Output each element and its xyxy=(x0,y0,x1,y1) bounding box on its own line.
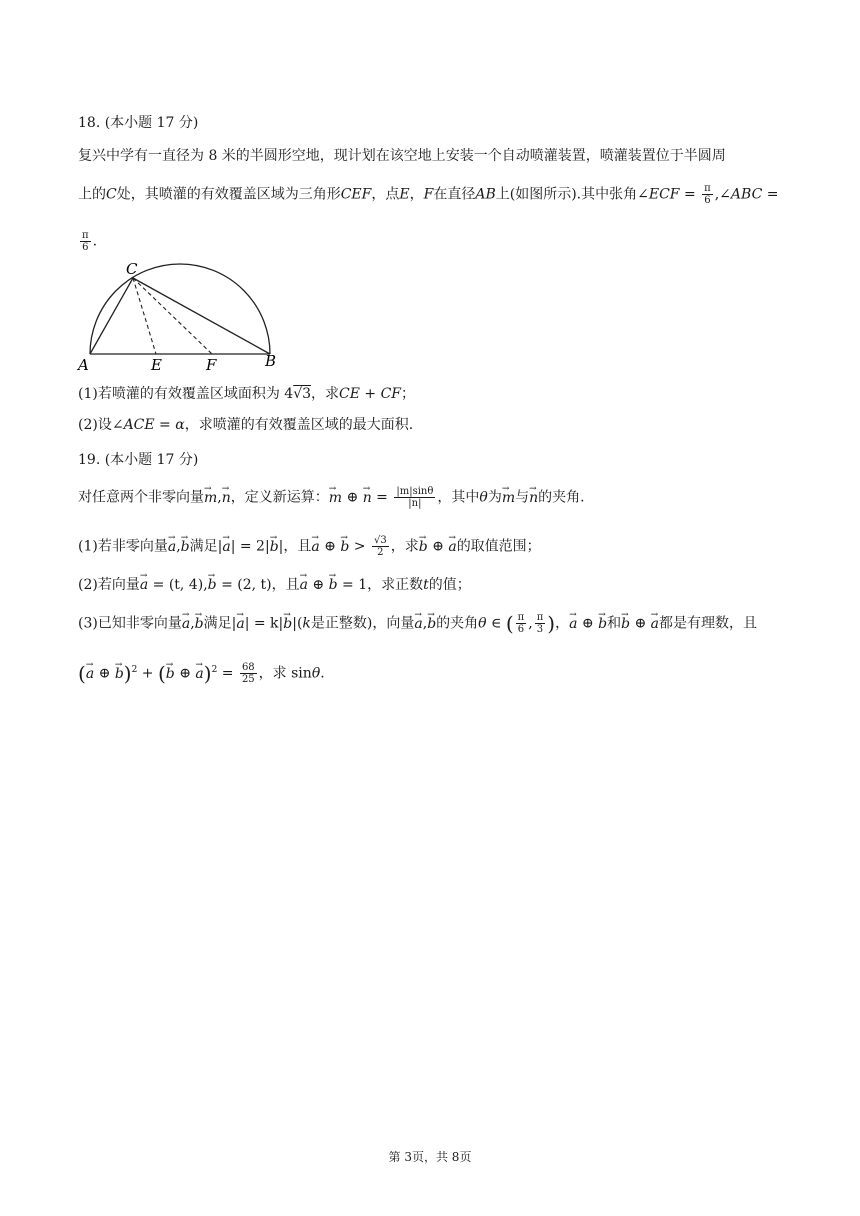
vector-b: → b xyxy=(329,575,338,595)
text: ⊕ xyxy=(319,538,341,555)
fraction-68-over-25 xyxy=(240,662,257,685)
paren: ) xyxy=(123,661,132,686)
semicircle-figure xyxy=(76,258,286,374)
frac-num: |m|sinθ xyxy=(396,486,434,497)
label-c: C xyxy=(126,260,138,278)
frac-den: 2 xyxy=(377,547,384,558)
question-18-part-2 xyxy=(78,415,413,435)
math-var: θ xyxy=(311,665,321,682)
text: > xyxy=(349,538,370,555)
math-var: θ xyxy=(479,489,488,506)
text: ，求 xyxy=(311,386,340,402)
vector-b: → b xyxy=(283,614,292,634)
text: . xyxy=(92,233,98,250)
question-19-header: 19. (本小题 17 分) xyxy=(78,452,199,468)
text: | = k| xyxy=(244,615,284,632)
question-19-part-2 xyxy=(78,575,471,595)
paren: ( xyxy=(505,611,514,636)
text: 都是有理数，且 xyxy=(659,615,758,632)
vector-b: → b xyxy=(208,575,217,595)
frac-den: 6 xyxy=(517,624,525,635)
math-var: F xyxy=(423,186,434,203)
text: 的夹角. xyxy=(538,489,585,506)
text: ， xyxy=(409,186,424,203)
frac-num: π xyxy=(536,612,544,623)
vector-b: → b xyxy=(270,537,279,557)
vector-n: → n xyxy=(363,488,372,508)
segment-cf xyxy=(133,278,212,354)
question-19-part-3-line-2 xyxy=(78,660,325,685)
text: ⊕ xyxy=(94,665,115,682)
frac-den: 25 xyxy=(241,674,255,686)
math-var: AB xyxy=(475,186,496,203)
frac-den: |n| xyxy=(408,498,422,509)
text: 上的 xyxy=(78,186,106,203)
sqrt-3: √3 xyxy=(293,386,312,402)
paren: ) xyxy=(203,661,212,686)
text: , xyxy=(176,538,181,555)
vector-m: → m xyxy=(502,488,515,508)
text: ⊕ xyxy=(577,615,599,632)
text: = xyxy=(371,489,393,506)
math-var: CEF xyxy=(340,186,372,203)
label-e: E xyxy=(151,356,162,374)
text: ⊕ xyxy=(174,665,196,682)
frac-den: 6 xyxy=(704,195,711,206)
math-var: E xyxy=(399,186,410,203)
vector-a: → a xyxy=(311,537,319,557)
text: ，求喷灌的有效覆盖区域的最大面积. xyxy=(184,417,414,433)
math-var: k xyxy=(302,615,311,632)
text: = (t, 4), xyxy=(148,577,208,593)
text: (1)若非零向量 xyxy=(78,538,168,555)
text: = xyxy=(217,665,238,682)
text: ，求 sin xyxy=(258,665,312,682)
question-18-intro-line-1: 复兴中学有一直径为 8 米的半圆形空地，现计划在该空地上安装一个自动喷灌装置，喷灌装置位于半圆周 xyxy=(78,148,726,164)
text: (2)设∠ xyxy=(78,417,124,433)
frac-num: √3 xyxy=(373,535,387,546)
question-18-part-1 xyxy=(78,384,415,404)
fraction-definition xyxy=(394,486,435,509)
vector-a: → a xyxy=(222,537,230,557)
text: | = 2| xyxy=(230,538,270,555)
text: 处，其喷灌的有效覆盖区域为三角形 xyxy=(116,186,341,203)
text: 满足| xyxy=(189,538,223,555)
text: (2)若向量 xyxy=(78,577,140,593)
text: ，求 xyxy=(390,538,419,555)
vector-a: → a xyxy=(300,575,308,595)
vector-a: → a xyxy=(448,537,456,557)
vector-a: → a xyxy=(140,575,148,595)
vector-b: → b xyxy=(166,664,175,684)
text: ，定义新运算： xyxy=(230,489,329,506)
text: = (2, t)，且 xyxy=(216,577,300,593)
vector-m: → m xyxy=(204,488,217,508)
math-var: ECF xyxy=(648,186,680,203)
fraction-pi-over-3 xyxy=(535,612,546,635)
text: ， xyxy=(555,615,570,632)
text: |，且 xyxy=(278,538,312,555)
vector-b: → b xyxy=(340,537,349,557)
frac-num: π xyxy=(82,230,89,241)
text: , xyxy=(190,615,195,632)
label-a: A xyxy=(78,356,89,374)
text: ⊕ xyxy=(307,577,329,593)
vector-b: → b xyxy=(598,614,607,634)
vector-b: → b xyxy=(195,614,204,634)
text: = 1，求正数 xyxy=(337,577,424,593)
frac-num: 68 xyxy=(241,662,255,674)
vector-a: → a xyxy=(195,664,203,684)
text: = xyxy=(762,186,779,203)
text: |( xyxy=(292,615,303,632)
text: ⊕ xyxy=(427,538,449,555)
text: ⊕ xyxy=(630,615,651,632)
text: 与 xyxy=(515,489,530,506)
text: 满足| xyxy=(203,615,237,632)
label-b: B xyxy=(265,352,277,370)
math-var: ABC xyxy=(730,186,763,203)
vector-a: → a xyxy=(414,614,422,634)
question-19-part-1 xyxy=(78,535,541,558)
text: , xyxy=(217,489,222,506)
text: ； xyxy=(401,386,416,402)
text: , xyxy=(422,615,428,632)
math-var: θ xyxy=(478,615,487,632)
vector-a: → a xyxy=(86,664,94,684)
text: 和 xyxy=(607,615,622,632)
text: 的夹角 xyxy=(436,615,479,632)
vector-a: → a xyxy=(569,614,577,634)
frac-num: π xyxy=(704,183,711,194)
vector-a: → a xyxy=(168,537,176,557)
label-f: F xyxy=(206,356,217,374)
text: ，点 xyxy=(371,186,400,203)
frac-den: 6 xyxy=(82,242,89,253)
text: = xyxy=(679,186,701,203)
text: . xyxy=(320,665,325,682)
question-19-definition xyxy=(78,486,585,509)
vector-b: → b xyxy=(115,664,124,684)
text: (1)若喷灌的有效覆盖区域面积为 4 xyxy=(78,386,294,402)
fraction-sqrt3-over-2 xyxy=(372,535,389,558)
vector-n: → n xyxy=(222,488,231,508)
frac-num: π xyxy=(517,612,525,623)
segment-ac xyxy=(90,278,133,354)
text: ∈ xyxy=(486,615,506,632)
math-expr: CE + CF xyxy=(339,386,402,402)
exponent: 2 xyxy=(211,665,218,675)
question-19-part-3-line-1 xyxy=(78,612,757,635)
text: ,∠ xyxy=(714,186,731,203)
text: 是正整数)，向量 xyxy=(310,615,415,632)
fraction-pi-over-6 xyxy=(80,230,91,253)
vector-a: → a xyxy=(182,614,190,634)
text: 的值； xyxy=(428,577,471,593)
vector-b: → b xyxy=(181,537,190,557)
text: ⊕ xyxy=(342,489,363,506)
vector-b: → b xyxy=(419,537,428,557)
text: , xyxy=(528,615,533,632)
vector-n: → n xyxy=(529,488,538,508)
question-18-intro-line-3 xyxy=(78,230,97,253)
vector-a: → a xyxy=(651,614,659,634)
text: (3)已知非零向量 xyxy=(78,615,182,632)
math-var: C xyxy=(106,186,117,203)
text: 在直径 xyxy=(433,186,476,203)
vector-m: → m xyxy=(329,488,342,508)
paren: ) xyxy=(547,611,556,636)
text: ，其中 xyxy=(437,489,480,506)
question-18-header: 18. (本小题 17 分) xyxy=(78,115,199,131)
vector-b: → b xyxy=(427,614,436,634)
fraction-pi-over-6 xyxy=(516,612,527,635)
math-var: t xyxy=(423,577,429,593)
frac-den: 3 xyxy=(536,624,544,635)
math-expr: ACE = α xyxy=(123,417,185,433)
text: 的取值范围； xyxy=(456,538,541,555)
page-footer: 第 3页，共 8页 xyxy=(388,1150,472,1164)
fraction-pi-over-6 xyxy=(702,183,713,206)
vector-a: → a xyxy=(236,614,244,634)
text: 对任意两个非零向量 xyxy=(78,489,204,506)
text: 为 xyxy=(487,489,502,506)
paren: ( xyxy=(78,661,86,686)
text: 上(如图所示).其中张角∠ xyxy=(495,186,649,203)
paren: ( xyxy=(157,661,166,686)
question-18-intro-line-2 xyxy=(78,183,778,206)
semicircle-arc xyxy=(90,264,270,354)
vector-b: → b xyxy=(621,614,630,634)
text: + xyxy=(137,665,158,682)
segment-cb xyxy=(133,278,270,354)
exponent: 2 xyxy=(131,665,138,675)
